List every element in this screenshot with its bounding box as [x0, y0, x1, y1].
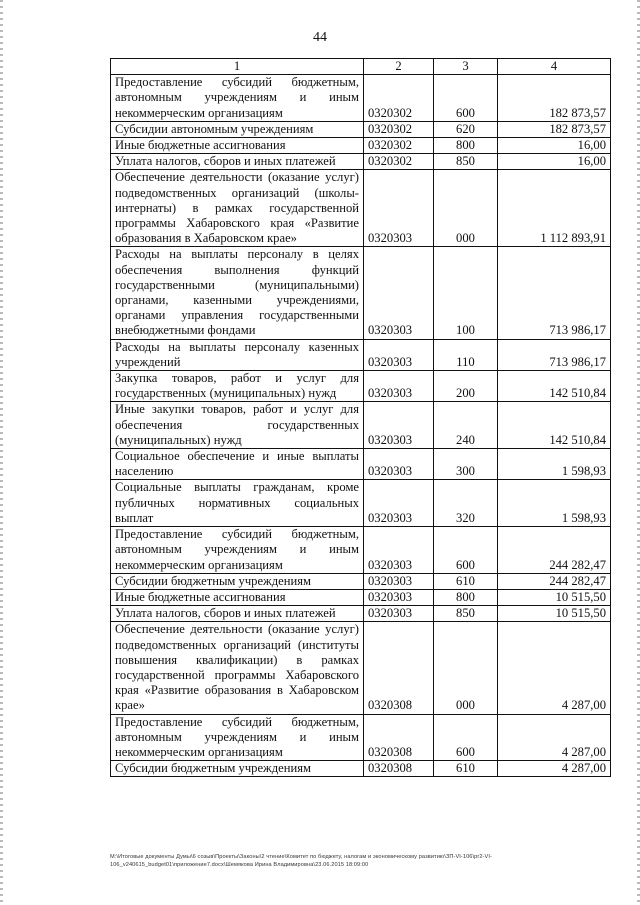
row-amount-cell: 244 282,47 — [498, 527, 611, 574]
row-name-cell: Расходы на выплаты персоналу казенных учреждений — [111, 339, 364, 370]
row-type-cell: 000 — [434, 622, 498, 714]
left-scan-edge — [0, 0, 3, 905]
row-type-cell: 300 — [434, 449, 498, 480]
column-header-3: 3 — [434, 59, 498, 75]
row-type-cell: 000 — [434, 170, 498, 247]
row-name-cell: Иные бюджетные ассигнования — [111, 138, 364, 154]
row-type-cell: 800 — [434, 589, 498, 605]
table-row — [111, 606, 611, 622]
row-code-cell: 0320303 — [364, 573, 434, 589]
table-row — [111, 371, 611, 402]
row-type-cell: 850 — [434, 154, 498, 170]
table-row — [111, 138, 611, 154]
row-code-cell: 0320303 — [364, 527, 434, 574]
table-row — [111, 449, 611, 480]
row-type-cell: 800 — [434, 138, 498, 154]
row-type-cell: 610 — [434, 761, 498, 777]
table-row — [111, 573, 611, 589]
table-row — [111, 121, 611, 137]
table-row — [111, 589, 611, 605]
row-amount-cell: 10 515,50 — [498, 606, 611, 622]
row-amount-cell: 182 873,57 — [498, 75, 611, 122]
row-code-cell: 0320303 — [364, 480, 434, 527]
row-name-cell: Уплата налогов, сборов и иных платежей — [111, 606, 364, 622]
row-name-cell: Субсидии бюджетным учреждениям — [111, 761, 364, 777]
row-type-cell: 200 — [434, 371, 498, 402]
row-code-cell: 0320303 — [364, 339, 434, 370]
table-row — [111, 170, 611, 247]
column-header-1: 1 — [111, 59, 364, 75]
row-type-cell: 620 — [434, 121, 498, 137]
table-row — [111, 75, 611, 122]
row-code-cell: 0320302 — [364, 121, 434, 137]
row-type-cell: 110 — [434, 339, 498, 370]
row-type-cell: 100 — [434, 247, 498, 339]
table-row — [111, 247, 611, 339]
row-amount-cell: 1 598,93 — [498, 449, 611, 480]
row-code-cell: 0320303 — [364, 170, 434, 247]
row-type-cell: 600 — [434, 714, 498, 761]
row-amount-cell: 16,00 — [498, 138, 611, 154]
table-row — [111, 339, 611, 370]
row-code-cell: 0320302 — [364, 75, 434, 122]
row-name-cell: Обеспечение деятельности (оказание услуг) подведомственных организаций (школы-интернаты) в рамках государственной программы Хабаровского края «Развитие образования в Хабаровском крае» — [111, 170, 364, 247]
row-amount-cell: 142 510,84 — [498, 371, 611, 402]
row-amount-cell: 4 287,00 — [498, 622, 611, 714]
row-code-cell: 0320303 — [364, 589, 434, 605]
row-type-cell: 600 — [434, 75, 498, 122]
page-number: 44 — [313, 30, 327, 45]
row-amount-cell: 713 986,17 — [498, 247, 611, 339]
row-code-cell: 0320303 — [364, 606, 434, 622]
table-row — [111, 480, 611, 527]
row-amount-cell: 244 282,47 — [498, 573, 611, 589]
row-code-cell: 0320303 — [364, 402, 434, 449]
row-code-cell: 0320302 — [364, 138, 434, 154]
row-code-cell: 0320308 — [364, 761, 434, 777]
budget-table — [110, 58, 611, 777]
footer-file-path: M:\Итоговые документы Думы\6 созыв\Проекты\Законы\2 чтение\Комитет по бюджету, налогам и экономическому развитию\ЗП-VI-106\pr2-VI-106_v240615_budget01\приложение7.docx\Шемякова Ирина Владимировна\23.06.2015 18:09:00 — [110, 854, 492, 868]
row-name-cell: Иные закупки товаров, работ и услуг для обеспечения государственных (муниципальных) нужд — [111, 402, 364, 449]
row-code-cell: 0320308 — [364, 714, 434, 761]
row-name-cell: Предоставление субсидий бюджетным, автономным учреждениям и иным некоммерческим организациям — [111, 714, 364, 761]
column-header-4: 4 — [498, 59, 611, 75]
row-amount-cell: 10 515,50 — [498, 589, 611, 605]
row-amount-cell: 4 287,00 — [498, 714, 611, 761]
row-code-cell: 0320303 — [364, 449, 434, 480]
row-name-cell: Социальное обеспечение и иные выплаты населению — [111, 449, 364, 480]
row-type-cell: 850 — [434, 606, 498, 622]
row-name-cell: Предоставление субсидий бюджетным, автономным учреждениям и иным некоммерческим организациям — [111, 527, 364, 574]
table-header-row — [111, 59, 611, 75]
column-header-2: 2 — [364, 59, 434, 75]
row-name-cell: Иные бюджетные ассигнования — [111, 589, 364, 605]
row-code-cell: 0320303 — [364, 247, 434, 339]
table-body — [111, 75, 611, 777]
table-row — [111, 154, 611, 170]
row-type-cell: 320 — [434, 480, 498, 527]
row-type-cell: 610 — [434, 573, 498, 589]
row-code-cell: 0320302 — [364, 154, 434, 170]
table-row — [111, 714, 611, 761]
row-amount-cell: 1 112 893,91 — [498, 170, 611, 247]
row-code-cell: 0320308 — [364, 622, 434, 714]
table-row — [111, 761, 611, 777]
row-amount-cell: 182 873,57 — [498, 121, 611, 137]
row-amount-cell: 1 598,93 — [498, 480, 611, 527]
row-amount-cell: 4 287,00 — [498, 761, 611, 777]
row-code-cell: 0320303 — [364, 371, 434, 402]
table-row — [111, 402, 611, 449]
table-row — [111, 622, 611, 714]
row-name-cell: Закупка товаров, работ и услуг для государственных (муниципальных) нужд — [111, 371, 364, 402]
row-name-cell: Уплата налогов, сборов и иных платежей — [111, 154, 364, 170]
row-type-cell: 240 — [434, 402, 498, 449]
row-name-cell: Субсидии бюджетным учреждениям — [111, 573, 364, 589]
row-name-cell: Обеспечение деятельности (оказание услуг) подведомственных организаций (институты повышения квалификации) в рамках государственной программы Хабаровского края «Развитие образования в Хабаровском крае» — [111, 622, 364, 714]
row-name-cell: Расходы на выплаты персоналу в целях обеспечения выполнения функций государственными (муниципальными) органами, казенными учреждениями, органами управления государственными внебюджетными фондами — [111, 247, 364, 339]
row-amount-cell: 142 510,84 — [498, 402, 611, 449]
table-row — [111, 527, 611, 574]
row-amount-cell: 713 986,17 — [498, 339, 611, 370]
row-type-cell: 600 — [434, 527, 498, 574]
row-name-cell: Социальные выплаты гражданам, кроме публичных нормативных социальных выплат — [111, 480, 364, 527]
row-amount-cell: 16,00 — [498, 154, 611, 170]
row-name-cell: Предоставление субсидий бюджетным, автономным учреждениям и иным некоммерческим организациям — [111, 75, 364, 122]
row-name-cell: Субсидии автономным учреждениям — [111, 121, 364, 137]
